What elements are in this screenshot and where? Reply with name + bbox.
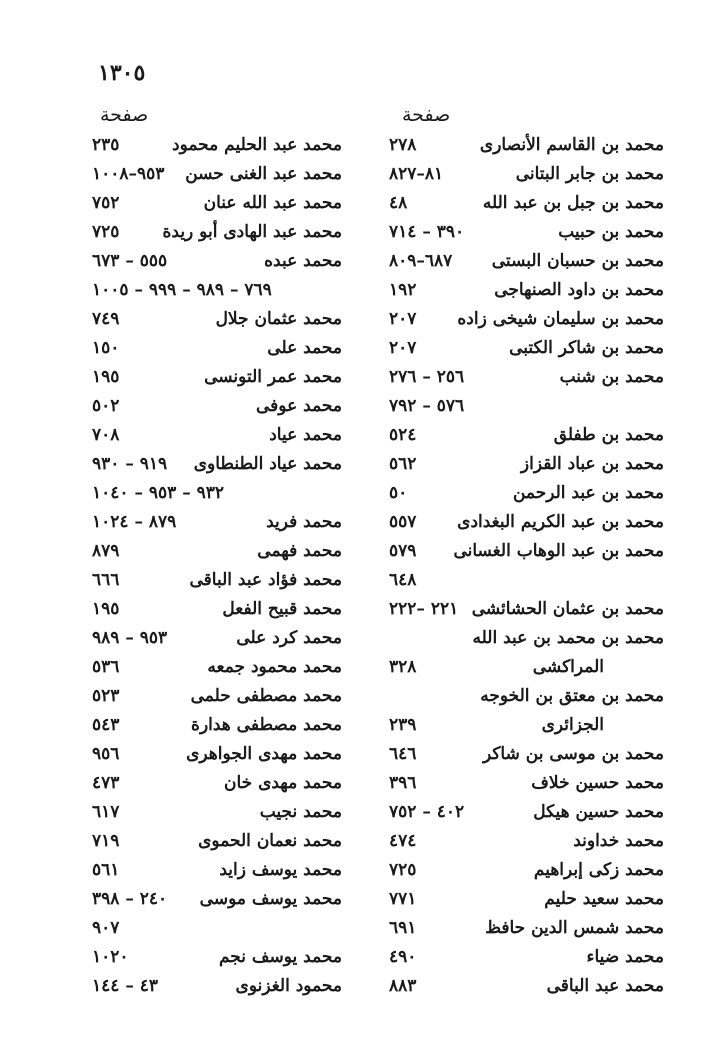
index-entry: [92, 218, 342, 247]
index-entry: [92, 740, 342, 769]
entry-name: محمد يوسف نجم: [218, 947, 342, 967]
index-entry: [92, 914, 342, 943]
entry-pages: ٦٦٦: [92, 570, 120, 590]
index-entry: [92, 885, 342, 914]
index-entry: [92, 595, 342, 624]
index-entry: [389, 392, 664, 421]
index-entry: [92, 711, 342, 740]
index-entry: [92, 537, 342, 566]
index-entry: [92, 827, 342, 856]
index-entry: [389, 334, 664, 363]
entry-name: محمد على: [267, 338, 342, 358]
index-entry: [92, 624, 342, 653]
entry-name: محمد بن عبد الكريم البغدادى: [457, 512, 664, 532]
entry-name: محمد عمر التونسى: [204, 367, 342, 387]
entry-name: محمد عبد الهادى أبو ريدة: [162, 222, 342, 242]
index-entry: [389, 682, 664, 711]
entry-name: المراكشى: [532, 657, 604, 677]
index-entry: [92, 972, 342, 1001]
index-entry: [389, 769, 664, 798]
index-entry: [92, 508, 342, 537]
entry-pages: ٦٤٨: [389, 570, 417, 590]
entry-pages: ٢٣٥: [92, 135, 120, 155]
index-entry: [389, 711, 664, 740]
entry-pages: ٦٩١: [389, 918, 417, 938]
entry-pages: ٨٨٣: [389, 976, 417, 996]
entry-pages: ٧٧١: [389, 889, 417, 909]
index-entry: [92, 682, 342, 711]
entry-pages: ١٩٥: [92, 599, 120, 619]
entry-name: محمد شمس الدين حافظ: [485, 918, 664, 938]
entry-name: محمد كرد على: [236, 628, 342, 648]
index-entry: [92, 305, 342, 334]
entry-name: محمد مصطفى هدارة: [191, 715, 342, 735]
entry-pages: ٤٩٠: [389, 947, 417, 967]
entry-pages: ٤٨: [389, 193, 408, 213]
entry-pages: ٦٤٦: [389, 744, 417, 764]
entry-name: محمد سعيد حليم: [544, 889, 664, 909]
entry-pages: ٢٧٨: [389, 135, 417, 155]
entry-name: محمد يوسف موسى: [199, 889, 342, 909]
entry-name: الجزائرى: [541, 715, 604, 735]
entry-pages: ٩٠٧: [92, 918, 120, 938]
index-entry: [92, 653, 342, 682]
index-entry: [92, 479, 342, 508]
entry-name: محمد فريد: [266, 512, 342, 532]
entry-name: محمد مهدى خان: [223, 773, 342, 793]
index-entry: [389, 218, 664, 247]
index-entry: [389, 914, 664, 943]
index-entry: [92, 131, 342, 160]
entry-name: محمد بن شنب: [559, 367, 664, 387]
entry-name: محمد مهدى الجواهرى: [186, 744, 342, 764]
entry-pages: ٢٠٧: [389, 309, 417, 329]
index-entry: [389, 740, 664, 769]
index-entry: [389, 189, 664, 218]
entry-pages: ٧٤٩: [92, 309, 120, 329]
entry-name: محمد بن محمد بن عبد الله: [472, 628, 664, 648]
entry-name: محمد عبد الله عنان: [203, 193, 342, 213]
entry-pages: ٧٥٢: [92, 193, 120, 213]
entry-name: محمد بن عبد الوهاب الغسانى: [453, 541, 664, 561]
index-entry: [92, 421, 342, 450]
index-entry: [389, 566, 664, 595]
entry-pages: ٢٤٠ – ٣٩٨: [92, 889, 168, 909]
index-entry: [389, 856, 664, 885]
entry-name: محمد نعمان الحموى: [198, 831, 342, 851]
entry-name: محمد بن شاكر الكتبى: [509, 338, 664, 358]
entry-name: محمد يوسف زايد: [219, 860, 342, 880]
entry-pages: ٩٣٢ – ٩٥٣ – ١٠٤٠: [92, 483, 225, 503]
entry-pages: ٧٠٨: [92, 425, 120, 445]
entry-pages: ٧٢٥: [389, 860, 417, 880]
index-entry: [92, 276, 342, 305]
entry-name: محمد بن عثمان الحشائشى: [471, 599, 664, 619]
entry-pages: ٥٦١: [92, 860, 120, 880]
index-entry: [92, 769, 342, 798]
page-number: ١٣٠٥: [98, 60, 146, 86]
index-entry: [92, 247, 342, 276]
entry-pages: ١٠٢٠: [92, 947, 129, 967]
entry-name: محمد محمود جمعه: [207, 657, 342, 677]
entry-pages: ٦٨٧–٨٠٩: [389, 251, 453, 271]
entry-pages: ٢٠٧: [389, 338, 417, 358]
entry-pages: ٥٢٤: [389, 425, 417, 445]
index-entry: [389, 972, 664, 1001]
entry-pages: ٣٩٦: [389, 773, 417, 793]
entry-pages: ٢٢١ –٢٢٢: [389, 599, 459, 619]
entry-pages: ٤٣ – ١٤٤: [92, 976, 159, 996]
right-column-header: صفحة: [402, 104, 451, 126]
entry-pages: ٢٥٦ – ٢٧٦: [389, 367, 465, 387]
index-entry: [389, 943, 664, 972]
entry-name: محمد عياد: [269, 425, 342, 445]
index-entry: [92, 943, 342, 972]
index-entry: [92, 566, 342, 595]
entry-pages: ١٩٢: [389, 280, 417, 300]
entry-name: محمد عبد الحليم محمود: [172, 135, 342, 155]
entry-pages: ٥٥٧: [389, 512, 417, 532]
entry-pages: ٩٥٣–١٠٠٨: [92, 164, 165, 184]
entry-name: محمد بن سليمان شيخى زاده: [457, 309, 664, 329]
entry-pages: ٧٢٥: [92, 222, 120, 242]
entry-pages: ٥٠٢: [92, 396, 120, 416]
entry-pages: ١٩٥: [92, 367, 120, 387]
index-entry: [92, 392, 342, 421]
index-entry: [389, 363, 664, 392]
index-entry: [92, 189, 342, 218]
entry-name: محمد عثمان جلال: [215, 309, 342, 329]
entry-pages: ٥٣٦: [92, 657, 120, 677]
index-entry: [389, 305, 664, 334]
entry-pages: ٥٢٣: [92, 686, 120, 706]
index-entry: [389, 247, 664, 276]
entry-pages: ٣٢٨: [389, 657, 417, 677]
entry-name: محمد عبده: [264, 251, 342, 271]
entry-pages: ٥٥٥ – ٦٧٣: [92, 251, 168, 271]
entry-name: محمد بن حبيب: [558, 222, 664, 242]
index-entry: [92, 160, 342, 189]
index-entry: [389, 276, 664, 305]
index-entry: [389, 450, 664, 479]
entry-name: محمد فؤاد عبد الباقى: [189, 570, 342, 590]
entry-pages: ٧١٩: [92, 831, 120, 851]
entry-name: محمد بن القاسم الأنصارى: [479, 135, 664, 155]
entry-name: محمد ضياء: [586, 947, 664, 967]
entry-pages: ٣٩٠ – ٧١٤: [389, 222, 465, 242]
entry-pages: ٨٧٩: [92, 541, 120, 561]
entry-pages: ٥٧٦ – ٧٩٢: [389, 396, 465, 416]
entry-pages: ٥٤٣: [92, 715, 120, 735]
entry-name: محمد بن طفلق: [553, 425, 664, 445]
left-index-column: [92, 131, 342, 1001]
index-entry: [389, 798, 664, 827]
entry-name: محمد عوفى: [256, 396, 342, 416]
entry-name: محمد قبيح الفعل: [222, 599, 342, 619]
entry-pages: ٩٥٦: [92, 744, 120, 764]
entry-pages: ٤٧٤: [389, 831, 417, 851]
entry-name: محمد نجيب: [259, 802, 342, 822]
entry-name: محمد بن معتق بن الخوجه: [480, 686, 664, 706]
index-entry: [389, 479, 664, 508]
index-entry: [92, 856, 342, 885]
index-entry: [389, 827, 664, 856]
entry-name: محمد بن حسبان البستى: [491, 251, 664, 271]
index-entry: [389, 537, 664, 566]
index-entry: [389, 508, 664, 537]
entry-pages: ٨٧٩ – ١٠٢٤: [92, 512, 177, 532]
index-entry: [389, 131, 664, 160]
index-entry: [389, 885, 664, 914]
entry-name: محمد بن موسى بن شاكر: [482, 744, 664, 764]
index-entry: [92, 363, 342, 392]
entry-name: محمد بن عباد القزاز: [520, 454, 664, 474]
entry-pages: ٧٦٩ – ٩٨٩ – ٩٩٩ – ١٠٠٥: [92, 280, 272, 300]
index-entry: [389, 624, 664, 653]
right-index-column: [389, 131, 664, 1001]
entry-name: محمد بن عبد الرحمن: [512, 483, 664, 503]
entry-pages: ٢٣٩: [389, 715, 417, 735]
entry-name: محمد حسين هيكل: [533, 802, 664, 822]
entry-pages: ٥٠: [389, 483, 408, 503]
entry-pages: ٨١–٨٢٧: [389, 164, 444, 184]
left-column-header: صفحة: [100, 104, 149, 126]
index-entry: [389, 653, 664, 682]
entry-name: محمد مصطفى حلمى: [190, 686, 342, 706]
entry-pages: ٤٧٣: [92, 773, 120, 793]
index-entry: [92, 450, 342, 479]
entry-name: محمد عياد الطنطاوى: [193, 454, 342, 474]
entry-name: محمد عبد الغنى حسن: [185, 164, 342, 184]
index-entry: [92, 334, 342, 363]
entry-pages: ٦١٧: [92, 802, 120, 822]
entry-name: محمد بن جبل بن عبد الله: [482, 193, 664, 213]
index-entry: [92, 798, 342, 827]
entry-pages: ٩١٩ – ٩٣٠: [92, 454, 168, 474]
index-entry: [389, 421, 664, 450]
entry-name: محمد حسين خلاف: [531, 773, 664, 793]
entry-pages: ١٥٠: [92, 338, 120, 358]
entry-name: محمود الغزنوى: [235, 976, 342, 996]
entry-pages: ٥٧٩: [389, 541, 417, 561]
entry-name: محمد بن داود الصنهاجى: [494, 280, 664, 300]
index-entry: [389, 160, 664, 189]
entry-name: محمد زكى إبراهيم: [533, 860, 664, 880]
entry-pages: ٥٦٢: [389, 454, 417, 474]
entry-pages: ٤٠٢ – ٧٥٢: [389, 802, 465, 822]
entry-name: محمد بن جابر البتانى: [515, 164, 664, 184]
entry-name: محمد فهمى: [257, 541, 342, 561]
entry-name: محمد عبد الباقى: [546, 976, 664, 996]
entry-name: محمد خداوند: [573, 831, 664, 851]
index-entry: [389, 595, 664, 624]
entry-pages: ٩٥٣ – ٩٨٩: [92, 628, 168, 648]
